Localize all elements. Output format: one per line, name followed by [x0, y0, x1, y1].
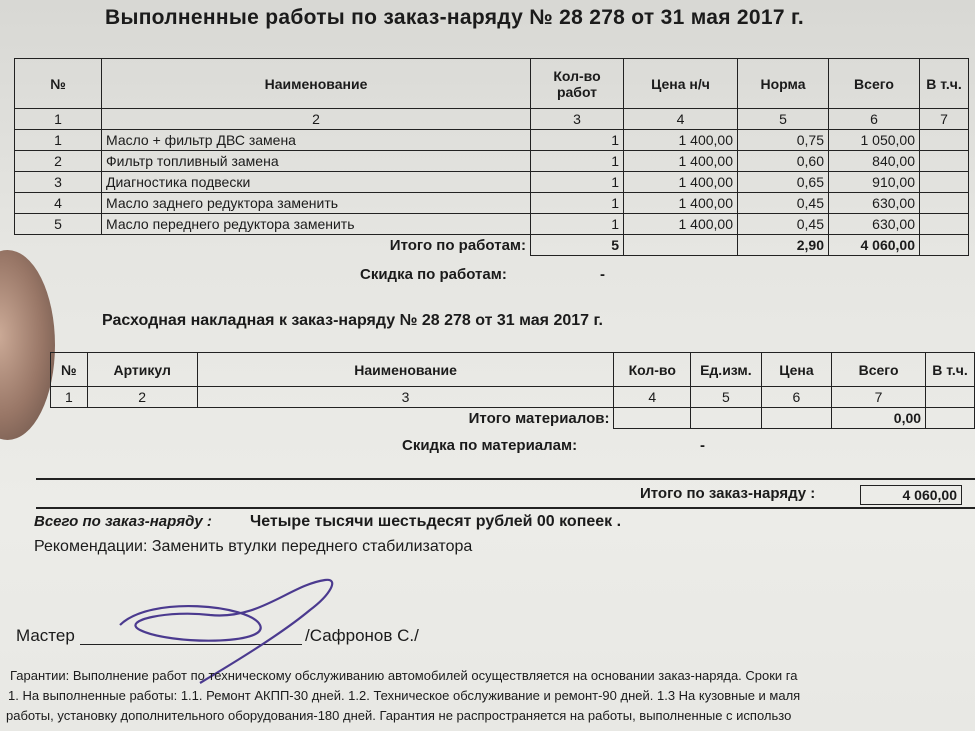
- col-name: Наименование: [102, 59, 531, 109]
- row-qty: 1: [531, 151, 624, 172]
- works-header-row: [15, 59, 969, 109]
- col-num: №: [51, 353, 88, 387]
- colnum: 7: [832, 387, 926, 408]
- row-incl: [920, 151, 969, 172]
- colnum: 6: [829, 109, 920, 130]
- works-total-qty: 5: [531, 235, 624, 256]
- works-discount-label: Скидка по работам:: [360, 266, 507, 283]
- row-qty: 1: [531, 193, 624, 214]
- col-norm: Норма: [738, 59, 829, 109]
- col-incl: В т.ч.: [926, 353, 975, 387]
- table-row: [15, 130, 969, 151]
- row-qty: 1: [531, 214, 624, 235]
- table-row: [15, 172, 969, 193]
- row-num: 1: [15, 130, 102, 151]
- colnum: 3: [531, 109, 624, 130]
- row-num: 5: [15, 214, 102, 235]
- row-name: Масло заднего редуктора заменить: [102, 193, 531, 214]
- row-name: Масло переднего редуктора заменить: [102, 214, 531, 235]
- col-price: Цена: [761, 353, 831, 387]
- col-total: Всего: [832, 353, 926, 387]
- guarantee-line-3: работы, установку дополнительного оборудования-180 дней. Гарантия не распространяется на работы, выполненные с использо: [6, 708, 792, 723]
- materials-total-value: 0,00: [832, 408, 926, 429]
- colnum: 5: [691, 387, 762, 408]
- col-num: №: [15, 59, 102, 109]
- col-incl: В т.ч.: [920, 59, 969, 109]
- works-colnum-row: [15, 109, 969, 130]
- order-total-label: Итого по заказ-наряду :: [640, 485, 816, 502]
- works-total-sum: 4 060,00: [829, 235, 920, 256]
- order-total-value: 4 060,00: [860, 485, 962, 505]
- total-words: Четыре тысячи шестьдесят рублей 00 копеек .: [250, 513, 622, 530]
- row-incl: [920, 130, 969, 151]
- col-unit: Ед.изм.: [691, 353, 762, 387]
- row-total: 1 050,00: [829, 130, 920, 151]
- row-norm: 0,45: [738, 214, 829, 235]
- works-title: Выполненные работы по заказ-наряду № 28 278 от 31 мая 2017 г.: [105, 6, 805, 29]
- colnum: 7: [920, 109, 969, 130]
- row-qty: 1: [531, 172, 624, 193]
- materials-colnum-row: [51, 387, 975, 408]
- master-name: /Сафронов С./: [305, 626, 419, 645]
- finger-shadow: [0, 250, 55, 440]
- row-price: 1 400,00: [624, 214, 738, 235]
- materials-discount-label: Скидка по материалам:: [402, 437, 578, 454]
- colnum: 4: [614, 387, 691, 408]
- works-total-label: Итого по работам:: [389, 236, 526, 254]
- recommendations: Рекомендации: Заменить втулки переднего стабилизатора: [34, 538, 473, 555]
- materials-total-label: Итого материалов:: [468, 409, 610, 427]
- col-qty: Кол-во работ: [531, 59, 624, 109]
- divider: [36, 478, 975, 480]
- total-words-label: Всего по заказ-наряду :: [34, 513, 212, 530]
- row-num: 4: [15, 193, 102, 214]
- row-norm: 0,45: [738, 193, 829, 214]
- colnum: 3: [197, 387, 614, 408]
- materials-total-row: [51, 408, 975, 429]
- row-incl: [920, 193, 969, 214]
- materials-title: Расходная накладная к заказ-наряду № 28 278 от 31 мая 2017 г.: [102, 312, 603, 329]
- row-price: 1 400,00: [624, 193, 738, 214]
- materials-discount-value: -: [700, 437, 705, 454]
- col-article: Артикул: [87, 353, 197, 387]
- works-table: [14, 58, 969, 256]
- row-total: 910,00: [829, 172, 920, 193]
- colnum: 1: [51, 387, 88, 408]
- row-num: 2: [15, 151, 102, 172]
- colnum: 4: [624, 109, 738, 130]
- col-total: Всего: [829, 59, 920, 109]
- colnum: 5: [738, 109, 829, 130]
- row-total: 840,00: [829, 151, 920, 172]
- row-total: 630,00: [829, 193, 920, 214]
- row-price: 1 400,00: [624, 130, 738, 151]
- table-row: [15, 193, 969, 214]
- colnum: 1: [15, 109, 102, 130]
- materials-header-row: [51, 353, 975, 387]
- col-qty: Кол-во: [614, 353, 691, 387]
- colnum: 2: [102, 109, 531, 130]
- guarantee-line-2: 1. На выполненные работы: 1.1. Ремонт АКПП-30 дней. 1.2. Техническое обслуживание и ремонт-90 дней. 1.3 На кузовные и маля: [8, 688, 801, 703]
- guarantee-line-1: Гарантии: Выполнение работ по техническому обслуживанию автомобилей осуществляется на основании заказ-наряда. Сроки га: [10, 668, 798, 683]
- row-name: Масло + фильтр ДВС замена: [102, 130, 531, 151]
- row-qty: 1: [531, 130, 624, 151]
- col-price: Цена н/ч: [624, 59, 738, 109]
- materials-table: [50, 352, 975, 429]
- row-incl: [920, 214, 969, 235]
- row-norm: 0,75: [738, 130, 829, 151]
- row-name: Диагностика подвески: [102, 172, 531, 193]
- works-total-row: [15, 235, 969, 256]
- col-name: Наименование: [197, 353, 614, 387]
- row-norm: 0,60: [738, 151, 829, 172]
- works-discount-value: -: [600, 266, 605, 283]
- works-total-norm: 2,90: [738, 235, 829, 256]
- row-num: 3: [15, 172, 102, 193]
- colnum: 2: [87, 387, 197, 408]
- row-price: 1 400,00: [624, 172, 738, 193]
- row-norm: 0,65: [738, 172, 829, 193]
- row-name: Фильтр топливный замена: [102, 151, 531, 172]
- row-price: 1 400,00: [624, 151, 738, 172]
- row-total: 630,00: [829, 214, 920, 235]
- colnum: 6: [761, 387, 831, 408]
- divider: [36, 507, 975, 509]
- table-row: [15, 151, 969, 172]
- table-row: [15, 214, 969, 235]
- row-incl: [920, 172, 969, 193]
- master-label: Мастер: [16, 626, 75, 645]
